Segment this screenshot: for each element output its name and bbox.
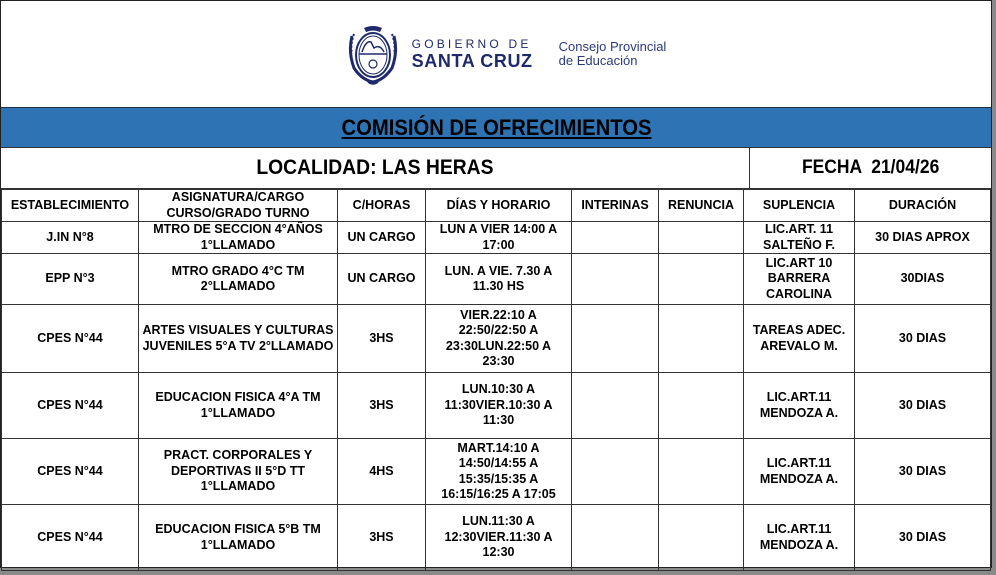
- cell-substitution: [744, 254, 855, 305]
- cell-line: 3HS: [369, 397, 394, 412]
- cell-hours: [338, 373, 426, 439]
- organization-name: [559, 40, 667, 68]
- cell-establishment: [2, 373, 139, 439]
- cell-resignation: [659, 305, 744, 373]
- cell-duration: [855, 254, 991, 305]
- org-line2: de Educación: [558, 53, 638, 68]
- cell-line: 1°LLAMADO: [200, 237, 276, 252]
- cell-line: 30 DIAS: [898, 463, 947, 478]
- cell-hours: [338, 505, 426, 571]
- cell-subject: [139, 222, 338, 254]
- cell-line: CPES N°44: [37, 330, 103, 345]
- logo-group: [346, 22, 667, 86]
- cell-line: LIC.ART.11: [766, 522, 832, 536]
- cell-line: 30 DIAS: [898, 330, 947, 345]
- cell-duration: [855, 439, 991, 505]
- cell-subject: [139, 254, 338, 305]
- column-header-hours: [338, 190, 426, 222]
- cell-line: MTRO DE SECCION 4°AÑOS: [153, 222, 323, 236]
- date-cell: [750, 148, 991, 188]
- cell-line: LUN. A VIE. 7.30 A: [444, 263, 553, 278]
- cell-line: LIC.ART.11: [766, 390, 832, 404]
- cell-line: INTERINAS: [581, 197, 649, 212]
- cell-schedule: [426, 305, 572, 373]
- cell-line: 4HS: [369, 463, 394, 478]
- cell-line: 16:15/16:25 A 17:05: [441, 487, 556, 501]
- column-header-interim: [572, 190, 659, 222]
- cell-substitution: [744, 305, 855, 373]
- cell-line: AREVALO M.: [760, 338, 838, 353]
- cell-interim: [572, 305, 659, 373]
- cell-line: 1°LLAMADO: [200, 405, 276, 420]
- logo-line1: GOBIERNO DE: [411, 37, 532, 51]
- cell-line: EDUCACION FISICA 5°B TM: [155, 522, 321, 536]
- cell-line: MENDOZA A.: [759, 537, 839, 552]
- cell-line: JUVENILES 5°A TV 2°LLAMADO: [142, 338, 334, 353]
- cell-line: DÍAS Y HORARIO: [446, 197, 551, 212]
- table-body: [2, 222, 991, 571]
- cell-interim: [572, 505, 659, 571]
- cell-establishment: [2, 254, 139, 305]
- cell-establishment: [2, 439, 139, 505]
- government-wordmark: [412, 37, 533, 71]
- cell-establishment: [2, 222, 139, 254]
- cell-substitution: [744, 439, 855, 505]
- cell-line: LUN.11:30 A: [462, 514, 535, 529]
- cell-line: CPES N°44: [37, 397, 103, 412]
- cell-line: ESTABLECIMIENTO: [10, 197, 130, 212]
- cell-line: MART.14:10 A: [457, 440, 540, 455]
- cell-line: BARRERA: [767, 271, 831, 286]
- cell-subject: [139, 373, 338, 439]
- table-row: [2, 305, 991, 373]
- cell-establishment: [2, 505, 139, 571]
- cell-line: 15:35/15:35 A: [458, 471, 539, 486]
- column-header-schedule: [426, 190, 572, 222]
- cell-line: 23:30LUN.22:50 A: [445, 338, 552, 353]
- cell-hours: [338, 222, 426, 254]
- cell-line: EPP N°3: [45, 271, 95, 286]
- cell-substitution: [744, 222, 855, 254]
- logo-line2: SANTA CRUZ: [411, 51, 533, 71]
- cell-line: EDUCACION FISICA 4°A TM: [155, 390, 321, 404]
- cell-line: VIER.22:10 A: [460, 307, 537, 322]
- cell-line: SALTEÑO F.: [763, 237, 835, 252]
- cell-resignation: [659, 505, 744, 571]
- column-header-duration: [855, 190, 991, 222]
- cell-line: MTRO GRADO 4°C TM: [171, 263, 305, 278]
- cell-line: DURACIÓN: [888, 197, 957, 212]
- cell-line: J.IN N°8: [46, 229, 94, 244]
- date-label: FECHA 21/04/26: [801, 157, 940, 178]
- cell-duration: [855, 505, 991, 571]
- cell-substitution: [744, 505, 855, 571]
- column-header-subject: [139, 190, 338, 222]
- cell-schedule: [426, 439, 572, 505]
- cell-duration: [855, 305, 991, 373]
- cell-schedule: [426, 373, 572, 439]
- cell-line: CURSO/GRADO TURNO: [166, 205, 310, 220]
- cell-schedule: [426, 254, 572, 305]
- cell-interim: [572, 373, 659, 439]
- cell-establishment: [2, 305, 139, 373]
- locality-date-row: [1, 148, 991, 189]
- cell-line: 2°LLAMADO: [200, 279, 276, 293]
- cell-hours: [338, 439, 426, 505]
- locality-label: LOCALIDAD: LAS HERAS: [256, 156, 494, 179]
- org-line1: Consejo Provincial: [558, 39, 667, 54]
- cell-resignation: [659, 373, 744, 439]
- cell-line: MENDOZA A.: [759, 471, 839, 486]
- cell-line: 1°LLAMADO: [200, 537, 276, 552]
- cell-line: CAROLINA: [766, 286, 832, 301]
- table-row: [2, 373, 991, 439]
- cell-duration: [855, 222, 991, 254]
- cell-substitution: [744, 373, 855, 439]
- table-row: [2, 222, 991, 254]
- cell-line: LIC.ART. 11: [764, 222, 834, 236]
- cell-hours: [338, 254, 426, 305]
- cell-line: DEPORTIVAS II 5°D TT: [171, 463, 305, 478]
- cell-line: CPES N°44: [37, 529, 103, 544]
- cell-hours: [338, 305, 426, 373]
- column-header-establishment: [2, 190, 139, 222]
- offers-table: [1, 189, 991, 571]
- cell-line: 30 DIAS APROX: [875, 229, 970, 244]
- column-header-resignation: [659, 190, 744, 222]
- cell-line: LIC.ART 10: [765, 255, 833, 270]
- cell-resignation: [659, 222, 744, 254]
- cell-line: 23:30: [482, 354, 515, 368]
- cell-schedule: [426, 505, 572, 571]
- table-row: [2, 439, 991, 505]
- cell-line: 11:30VIER.10:30 A: [444, 397, 553, 412]
- cell-line: LUN.10:30 A: [461, 382, 536, 397]
- cell-interim: [572, 439, 659, 505]
- cell-line: MENDOZA A.: [759, 405, 839, 420]
- cell-resignation: [659, 254, 744, 305]
- cell-line: RENUNCIA: [668, 197, 734, 212]
- cell-line: 17:00: [482, 237, 515, 252]
- cell-schedule: [426, 222, 572, 254]
- cell-duration: [855, 373, 991, 439]
- cell-line: 14:50/14:55 A: [458, 456, 539, 470]
- page-title: COMISIÓN DE OFRECIMIENTOS: [340, 114, 651, 140]
- cell-interim: [572, 222, 659, 254]
- cell-line: 1°LLAMADO: [200, 479, 276, 494]
- cell-line: SUPLENCIA: [762, 197, 836, 212]
- cell-line: 30DIAS: [900, 271, 945, 286]
- locality-cell: [1, 148, 750, 188]
- cell-subject: [139, 505, 338, 571]
- cell-line: PRACT. CORPORALES Y: [163, 448, 313, 463]
- cell-line: 11.30 HS: [472, 279, 525, 293]
- cell-subject: [139, 305, 338, 373]
- cell-line: UN CARGO: [347, 271, 416, 286]
- cell-line: UN CARGO: [347, 229, 416, 244]
- cell-line: LIC.ART.11: [766, 456, 832, 470]
- cell-line: 12:30: [482, 545, 515, 560]
- cell-line: 30 DIAS: [898, 529, 947, 544]
- cell-line: 11:30: [482, 413, 515, 428]
- table-row: [2, 254, 991, 305]
- letterhead: [1, 1, 991, 107]
- cell-line: LUN A VIER 14:00 A: [439, 222, 558, 236]
- cell-line: ASIGNATURA/CARGO: [171, 190, 305, 204]
- coat-of-arms-icon: [346, 22, 400, 86]
- cell-line: CPES N°44: [37, 463, 103, 478]
- cell-line: 12:30VIER.11:30 A: [444, 529, 553, 544]
- cell-line: 30 DIAS: [898, 397, 947, 412]
- cell-resignation: [659, 439, 744, 505]
- cell-line: 22:50/22:50 A: [458, 323, 539, 337]
- cell-line: ARTES VISUALES Y CULTURAS: [142, 323, 334, 337]
- table-row: [2, 505, 991, 571]
- title-bar: [1, 107, 991, 148]
- cell-line: TAREAS ADEC.: [752, 323, 846, 337]
- cell-line: 3HS: [369, 529, 394, 544]
- table-header-row: [2, 190, 991, 222]
- column-header-substitution: [744, 190, 855, 222]
- cell-line: 3HS: [369, 330, 394, 345]
- cell-interim: [572, 254, 659, 305]
- cell-subject: [139, 439, 338, 505]
- cell-line: C/HORAS: [352, 197, 411, 212]
